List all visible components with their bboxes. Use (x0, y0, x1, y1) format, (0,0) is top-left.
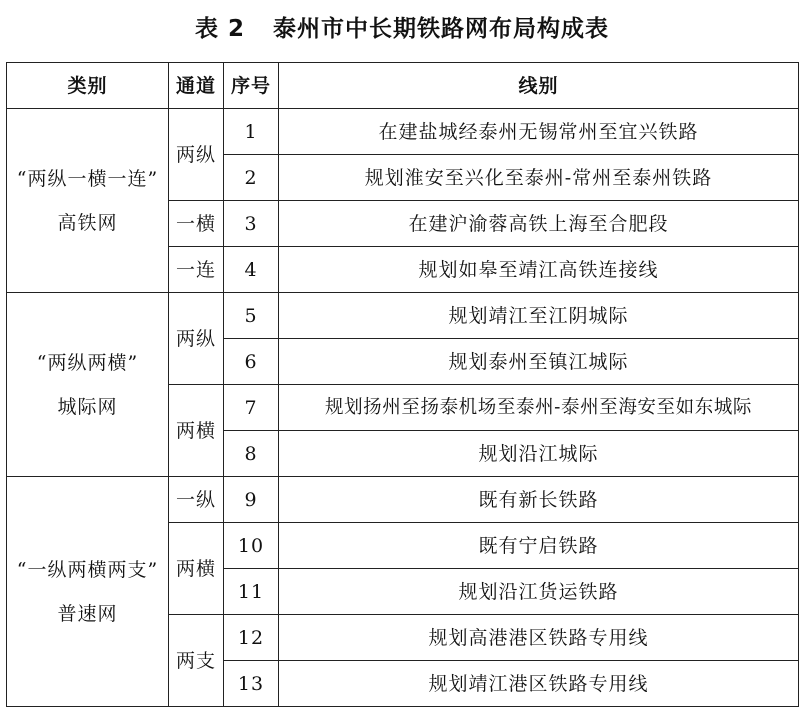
line-cell: 既有新长铁路 (279, 477, 799, 523)
seq-cell: 4 (224, 247, 279, 293)
channel-cell: 一纵 (169, 477, 224, 523)
seq-cell: 9 (224, 477, 279, 523)
seq-cell: 7 (224, 385, 279, 431)
line-cell: 规划高港港区铁路专用线 (279, 615, 799, 661)
header-channel: 通道 (169, 63, 224, 109)
category-cell (7, 293, 169, 477)
seq-cell: 11 (224, 569, 279, 615)
seq-cell: 10 (224, 523, 279, 569)
table-number: 表 2 (194, 16, 245, 42)
seq-cell: 5 (224, 293, 279, 339)
seq-cell: 8 (224, 431, 279, 477)
table-row (7, 109, 799, 155)
channel-cell: 一连 (169, 247, 224, 293)
header-line: 线别 (279, 63, 799, 109)
railway-layout-table (6, 62, 799, 707)
channel-cell: 两横 (169, 385, 224, 477)
line-cell: 规划泰州至镇江城际 (279, 339, 799, 385)
table-row (7, 293, 799, 339)
seq-cell: 1 (224, 109, 279, 155)
seq-cell: 12 (224, 615, 279, 661)
header-row (7, 63, 799, 109)
category-cell (7, 477, 169, 707)
seq-cell: 3 (224, 201, 279, 247)
category-name: “两纵两横” (36, 351, 139, 374)
category-cell (7, 109, 169, 293)
category-type: 城际网 (57, 395, 118, 418)
line-cell: 在建沪渝蓉高铁上海至合肥段 (279, 201, 799, 247)
line-cell: 规划如皋至靖江高铁连接线 (279, 247, 799, 293)
line-cell: 规划靖江至江阴城际 (279, 293, 799, 339)
line-cell: 规划淮安至兴化至泰州-常州至泰州铁路 (279, 155, 799, 201)
header-category: 类别 (7, 63, 169, 109)
channel-cell: 两横 (169, 523, 224, 615)
line-cell: 规划靖江港区铁路专用线 (279, 661, 799, 707)
category-name: “两纵一横一连” (16, 167, 159, 190)
table-row (7, 477, 799, 523)
channel-cell: 一横 (169, 201, 224, 247)
seq-cell: 2 (224, 155, 279, 201)
header-seq: 序号 (224, 63, 279, 109)
line-cell: 规划沿江城际 (279, 431, 799, 477)
category-name: “一纵两横两支” (16, 558, 159, 581)
table-title (0, 10, 804, 43)
line-cell: 规划沿江货运铁路 (279, 569, 799, 615)
table-title-text: 泰州市中长期铁路网布局构成表 (273, 16, 609, 42)
line-cell: 既有宁启铁路 (279, 523, 799, 569)
channel-cell: 两纵 (169, 293, 224, 385)
channel-cell: 两支 (169, 615, 224, 707)
category-type: 高铁网 (57, 211, 118, 234)
line-cell: 规划扬州至扬泰机场至泰州-泰州至海安至如东城际 (279, 385, 799, 431)
line-cell: 在建盐城经泰州无锡常州至宜兴铁路 (279, 109, 799, 155)
seq-cell: 6 (224, 339, 279, 385)
category-type: 普速网 (57, 602, 118, 625)
seq-cell: 13 (224, 661, 279, 707)
channel-cell: 两纵 (169, 109, 224, 201)
